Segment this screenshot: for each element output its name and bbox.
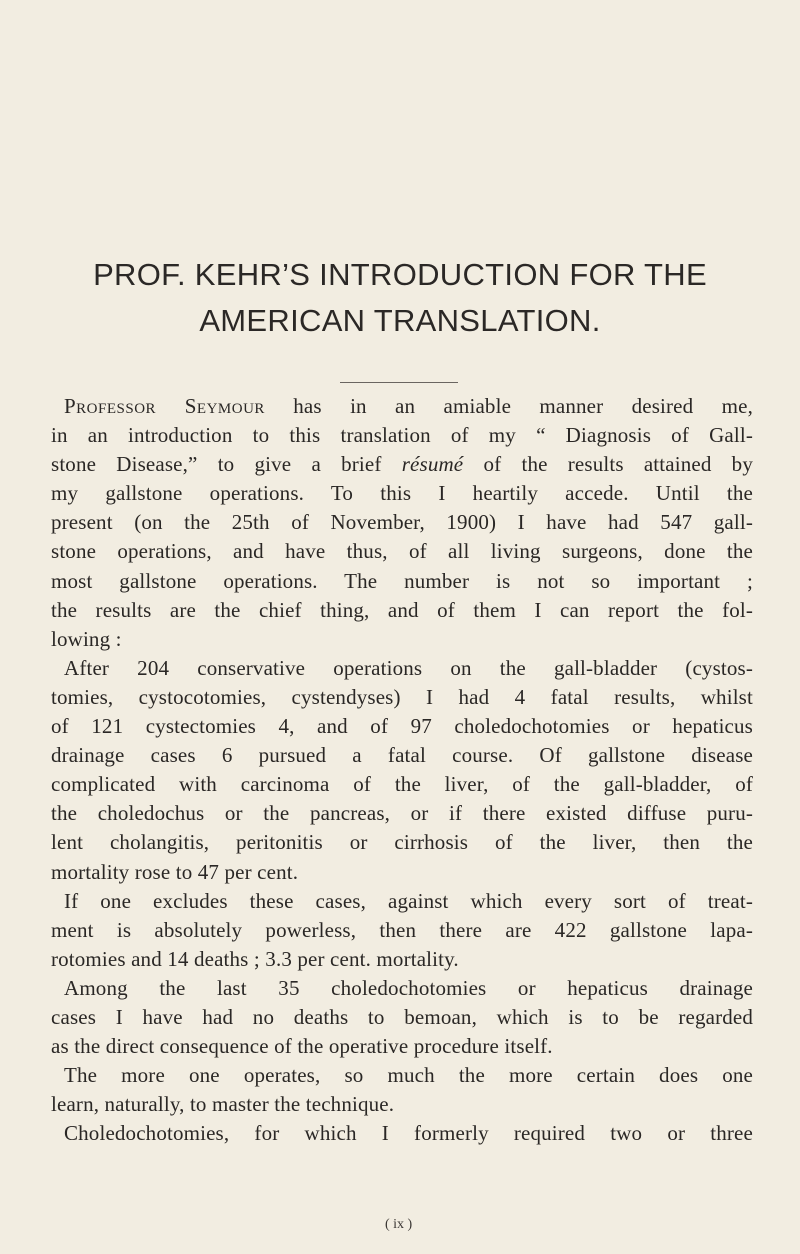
text-line: as the direct consequence of the operative procedure itself. [51, 1034, 553, 1059]
text-line: of 121 cystectomies 4, and of 97 choledochotomies or hepaticus [51, 714, 753, 739]
text-line: tomies, cystocotomies, cystendyses) I had 4 fatal results, whilst [51, 684, 753, 709]
text-line: Among the last 35 choledochotomies or hepaticus drainage [64, 975, 753, 1000]
text-line: the results are the chief thing, and of them I can report the fol- [51, 597, 753, 622]
text-line: present (on the 25th of November, 1900) I have had 547 gall- [51, 510, 753, 535]
chapter-heading [0, 252, 800, 344]
text-line: stone operations, and have thus, of all living surgeons, done the [51, 539, 753, 564]
text-span: stone Disease,” to give a brief [51, 452, 402, 477]
text-line: my gallstone operations. To this I heartily accede. Until the [51, 481, 753, 506]
text-line [51, 450, 753, 479]
text-line: mortality rose to 47 per cent. [51, 859, 299, 884]
text-line: rotomies and 14 deaths ; 3.3 per cent. mortality. [51, 946, 459, 971]
text-line: Choledochotomies, for which I formerly required two or three [64, 1121, 753, 1146]
text-line: If one excludes these cases, against which every sort of treat- [64, 888, 753, 913]
text-line: lent cholangitis, peritonitis or cirrhosis of the liver, then the [51, 830, 753, 855]
text-line [51, 392, 753, 421]
text-line: in an introduction to this translation of my “ Diagnosis of Gall- [51, 423, 753, 448]
page-number: ( ix ) [385, 1217, 413, 1232]
text-line: the choledochus or the pancreas, or if there existed diffuse puru- [51, 801, 753, 826]
text-line: The more one operates, so much the more certain does one [64, 1063, 753, 1088]
text-line: After 204 conservative operations on the gall-bladder (cystos- [64, 655, 753, 680]
text-line: drainage cases 6 pursued a fatal course. Of gallstone disease [51, 743, 753, 768]
heading-line-2: AMERICAN TRANSLATION. [199, 303, 601, 338]
body-text [51, 392, 753, 1148]
text-line: learn, naturally, to master the technique. [51, 1092, 395, 1117]
text-line: ment is absolutely powerless, then there are 422 gallstone lapa- [51, 917, 753, 942]
heading-divider-rule [340, 382, 458, 383]
text-span: has in an amiable manner desired me, [264, 394, 753, 418]
text-line: lowing : [51, 626, 122, 651]
author-name-smallcaps: Professor Seymour [64, 394, 265, 418]
italic-term: résumé [401, 452, 464, 477]
text-span: of the results attained by [463, 452, 753, 477]
text-line: complicated with carcinoma of the liver, of the gall-bladder, of [51, 772, 753, 797]
heading-line-1: PROF. KEHR’S INTRODUCTION FOR THE [93, 257, 707, 292]
text-line: most gallstone operations. The number is not so important ; [51, 568, 753, 593]
text-line: cases I have had no deaths to bemoan, which is to be regarded [51, 1004, 753, 1029]
